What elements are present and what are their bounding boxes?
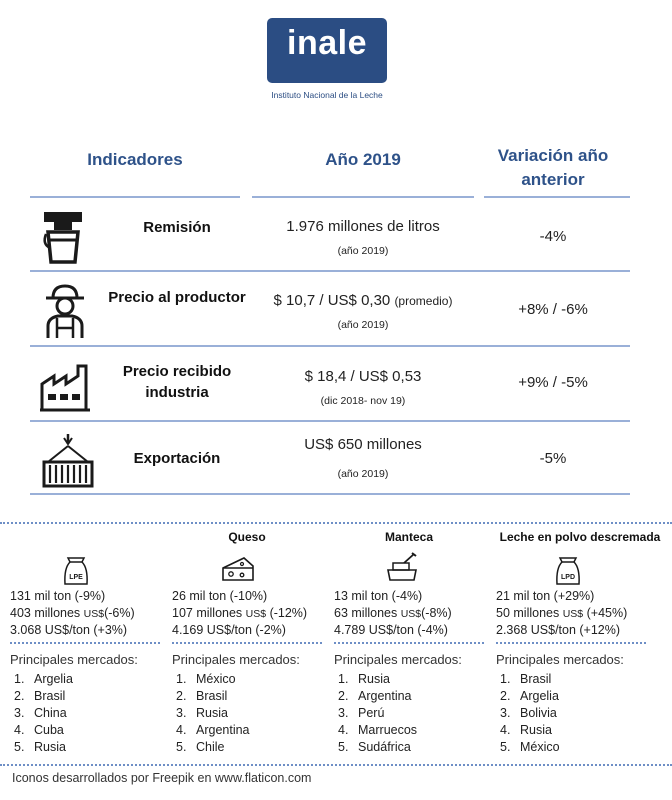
stat-text: 21 mil ton (+29%) [496,589,595,603]
markets-title: Principales mercados: [172,652,300,667]
list-item [496,671,560,688]
header-rule-2 [252,196,474,198]
product-stats [172,588,307,639]
markets-title: Principales mercados: [496,652,624,667]
stat-text: 2.368 US$/ton (+12%) [496,623,621,637]
stat-text: 4.169 US$/ton (-2%) [172,623,286,637]
lpd-bag-icon [554,556,582,586]
list-item [10,688,73,705]
lpe-icon-text: LPE [69,574,83,581]
section-divider [0,522,672,524]
market-name: México [520,740,560,754]
market-name: Perú [358,706,385,720]
market-name: Brasil [520,672,552,686]
list-item [496,739,560,756]
list-number: 5. [176,740,187,754]
list-item [334,671,417,688]
market-name: Chile [196,740,225,754]
list-number: 1. [14,672,25,686]
row-rule [30,493,630,495]
value-note: (promedio) [394,294,453,308]
stat-text: 4.789 US$/ton (-4%) [334,623,448,637]
indicator-sub-exportacion: (año 2019) [337,468,389,480]
stat-text: 26 mil ton (-10%) [172,589,268,603]
product-stats [10,588,135,639]
indicator-label-exportacion: Exportación [133,450,221,467]
footer-divider [0,764,672,766]
list-number: 5. [338,740,349,754]
indicator-sub-remision: (año 2019) [337,245,389,257]
market-name: Brasil [196,689,228,703]
list-item [10,671,73,688]
stat-text: 50 millones [496,605,563,620]
market-name: Sudáfrica [358,740,411,754]
list-item [172,739,250,756]
markets-title: Principales mercados: [10,652,138,667]
indicator-variation-precio-industria: +9% / -5% [518,374,588,391]
logo-word: inale [287,24,367,62]
icon-credit: Iconos desarrollados por Freepik en www.flaticon.com [12,771,312,785]
list-item [10,705,73,722]
product-stats [496,588,627,639]
list-number: 4. [176,723,187,737]
stat-change: (-12%) [266,605,308,620]
list-number: 1. [500,672,511,686]
indicator-variation-remision: -4% [539,228,567,245]
market-name: China [34,706,67,720]
list-item [172,722,250,739]
product-title: Queso [228,530,266,544]
column-divider [10,642,160,644]
stat-change: (-6%) [104,605,135,620]
value-main: $ 10,7 / US$ 0,30 [273,292,391,309]
market-name: Brasil [34,689,66,703]
stat-value [10,605,135,623]
value-main: $ 18,4 / US$ 0,53 [304,368,422,385]
stat-unit: US$ [400,607,422,620]
stat-volume [496,588,627,605]
stat-text: 403 millones [10,605,84,620]
list-number: 5. [14,740,25,754]
markets-list [496,671,560,756]
indicator-label-remision: Remisión [143,219,211,236]
row-rule [30,270,630,272]
stat-value [172,605,307,623]
indicator-label-precio-industria: Precio recibido industria [122,363,232,401]
market-name: Rusia [520,723,552,737]
stat-value [334,605,452,623]
product-stats [334,588,452,639]
list-number: 1. [176,672,187,686]
market-name: Bolivia [520,706,557,720]
stat-unit: US$ [562,607,584,620]
list-item [496,688,560,705]
stat-text: 3.068 US$/ton (+3%) [10,623,128,637]
product-title: Leche en polvo descremada [499,530,661,544]
indicator-value-remision [252,218,474,235]
stat-text: 13 mil ton (-4%) [334,589,423,603]
list-item [172,705,250,722]
stat-value [496,605,627,623]
markets-list [10,671,73,756]
list-item [334,705,417,722]
list-item [334,688,417,705]
header-indicadores: Indicadores [87,150,183,169]
list-number: 2. [500,689,511,703]
factory-icon [38,362,92,414]
product-title: Manteca [384,530,434,544]
row-rule [30,345,630,347]
list-number: 2. [176,689,187,703]
stat-volume [172,588,307,605]
header-anio: Año 2019 [325,150,401,169]
header-rule-3 [484,196,630,198]
list-number: 4. [500,723,511,737]
indicator-label-precio-productor: Precio al productor [108,289,246,306]
indicator-value-exportacion [252,436,474,453]
stat-change: (+45%) [583,605,628,620]
market-name: Marruecos [358,723,418,737]
stat-change: (-8%) [421,605,452,620]
list-item [334,722,417,739]
list-item [496,705,560,722]
list-number: 3. [500,706,511,720]
stat-unit: US$ [83,607,105,620]
inale-logo [267,18,387,83]
market-name: Argelia [34,672,73,686]
container-icon [40,432,96,490]
market-name: Argentina [196,723,250,737]
list-number: 3. [338,706,349,720]
stat-text: 107 millones [172,605,246,620]
list-number: 3. [176,706,187,720]
header-rule-1 [30,196,240,198]
markets-title: Principales mercados: [334,652,462,667]
stat-price [10,622,135,639]
market-name: Argentina [358,689,412,703]
market-name: Rusia [34,740,66,754]
markets-list [172,671,250,756]
lpe-bag-icon [62,556,90,586]
indicator-variation-precio-productor: +8% / -6% [518,301,588,318]
list-number: 4. [338,723,349,737]
row-rule [30,420,630,422]
column-divider [334,642,484,644]
stat-unit: US$ [245,607,267,620]
cheese-icon [220,554,256,584]
list-item [334,739,417,756]
list-number: 2. [14,689,25,703]
list-number: 5. [500,740,511,754]
indicator-sub-precio-productor: (año 2019) [337,319,389,331]
header-variacion: Variación año anterior [497,146,609,189]
list-item [172,688,250,705]
logo-subtitle: Instituto Nacional de la Leche [271,90,383,100]
indicator-sub-precio-industria: (dic 2018- nov 19) [320,395,406,407]
stat-volume [334,588,452,605]
market-name: Rusia [196,706,228,720]
market-name: México [196,672,236,686]
list-number: 2. [338,689,349,703]
market-name: Cuba [34,723,64,737]
list-item [10,739,73,756]
list-item [10,722,73,739]
indicator-variation-exportacion: -5% [539,450,567,467]
indicator-value-precio-productor [252,292,474,309]
indicator-value-precio-industria [252,368,474,385]
stat-price [496,622,627,639]
stat-volume [10,588,135,605]
milk-bucket-icon [38,208,88,266]
lpd-icon-text: LPD [561,574,575,581]
butter-icon [384,552,420,584]
stat-text: 63 millones [334,605,401,620]
list-number: 4. [14,723,25,737]
markets-list [334,671,417,756]
market-name: Rusia [358,672,390,686]
stat-text: 131 mil ton (-9%) [10,589,106,603]
list-number: 1. [338,672,349,686]
stat-price [172,622,307,639]
farmer-icon [42,282,88,340]
value-main: US$ 650 millones [304,436,422,453]
list-number: 3. [14,706,25,720]
column-divider [496,642,646,644]
list-item [496,722,560,739]
market-name: Argelia [520,689,559,703]
column-divider [172,642,322,644]
value-main: 1.976 millones de litros [286,218,440,235]
list-item [172,671,250,688]
stat-price [334,622,452,639]
